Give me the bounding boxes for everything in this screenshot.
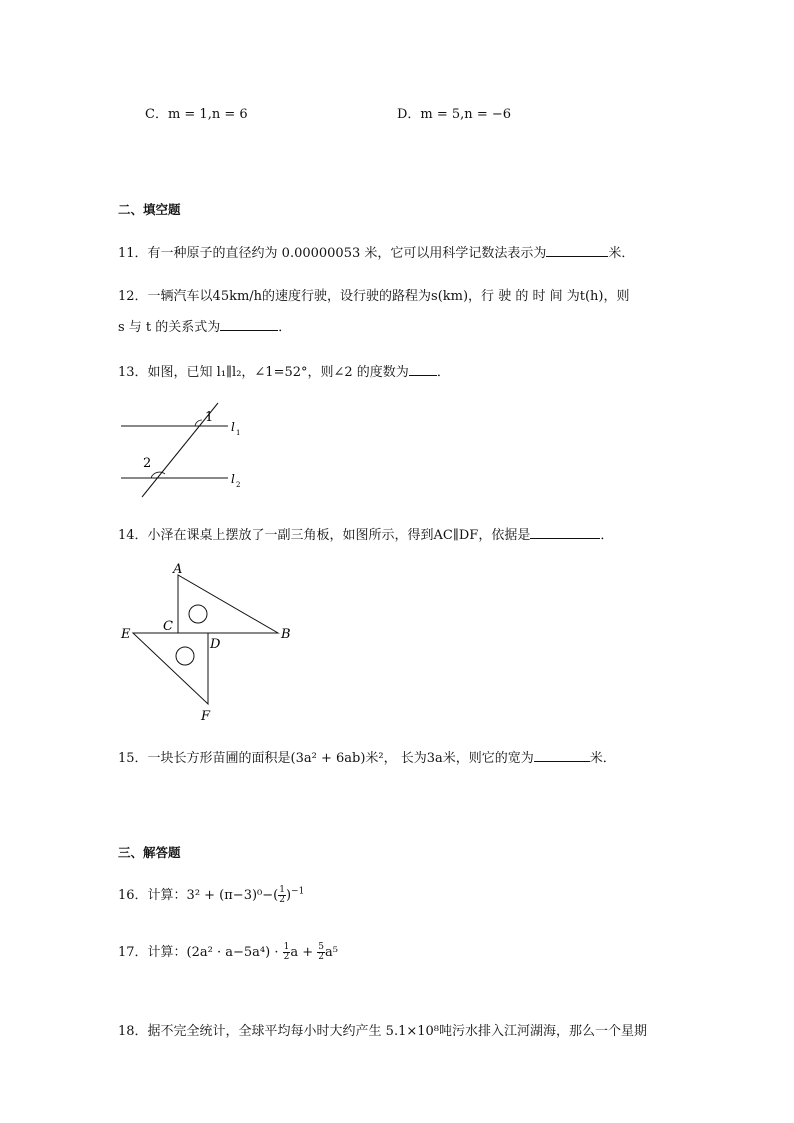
question-16 — [118, 884, 304, 905]
point-b-label: B — [281, 627, 291, 642]
fraction-half: $\frac{1}{2}$ — [279, 885, 285, 905]
question-18: 18．据不完全统计，全球平均每小时大约产生 5.1×10⁸吨污水排入江河湖海，那么一个星期 — [118, 1024, 647, 1039]
figure-parallel-lines — [115, 398, 255, 498]
question-17-end: a⁵ — [325, 945, 338, 960]
question-16-suffix: ) — [285, 888, 292, 903]
answer-blank-14[interactable] — [530, 526, 600, 539]
question-11-text: 11．有一种原子的直径约为 0.00000053 米，它可以用科学记数法表示为 — [118, 246, 547, 261]
point-e-label: E — [121, 627, 131, 642]
option-c: C．m = 1,n = 6 — [145, 107, 248, 122]
angle-label-2: 2 — [143, 456, 152, 471]
question-13 — [118, 361, 450, 380]
question-11-tail: 米． — [608, 246, 635, 261]
fraction-one-half: $\frac{1}{2}$ — [283, 942, 290, 962]
point-a-label: A — [173, 562, 183, 577]
answer-blank-12[interactable] — [220, 318, 278, 331]
question-13-tail: ． — [436, 365, 450, 380]
question-16-prefix: 16．计算：3² + (π−3)⁰−( — [118, 888, 279, 903]
question-12-tail: ． — [278, 320, 292, 335]
answer-blank-11[interactable] — [546, 244, 608, 257]
question-11 — [118, 242, 634, 261]
label-l1: l — [231, 420, 235, 434]
ruler-hole-top — [189, 605, 207, 623]
question-12-line2-text: s 与 t 的关系式为 — [118, 320, 221, 335]
option-d: D．m = 5,n = −6 — [397, 107, 512, 122]
label-l2: l — [231, 472, 235, 486]
figure-triangle-rulers — [115, 558, 305, 728]
question-15-tail: 米． — [589, 751, 616, 766]
triangle-edf — [133, 633, 208, 704]
angle-1-arc — [195, 420, 202, 426]
angle-label-1: 1 — [205, 410, 214, 425]
label-l1-sub: 1 — [236, 429, 241, 437]
section-title-fill-blank: 二、填空题 — [118, 202, 181, 217]
label-l2-sub: 2 — [236, 481, 241, 489]
question-14-tail: ． — [600, 528, 614, 543]
point-d-label: D — [210, 637, 221, 652]
question-16-exponent: −1 — [291, 886, 305, 897]
question-13-text: 13．如图，已知 l₁∥l₂，∠1=52°，则∠2 的度数为 — [118, 365, 409, 380]
question-14 — [118, 524, 613, 543]
triangle-abc — [178, 575, 278, 633]
question-17-prefix: 17．计算：(2a² · a−5a⁴) · — [118, 945, 279, 960]
ruler-hole-bottom — [176, 647, 194, 665]
question-15-text: 15．一块长方形苗圃的面积是(3a² + 6ab)米²， 长为3a米，则它的宽为 — [118, 751, 534, 766]
question-17 — [118, 941, 338, 962]
question-17-mid: a + — [290, 945, 314, 960]
question-15 — [118, 747, 616, 766]
section-title-solutions: 三、解答题 — [118, 845, 181, 860]
answer-blank-13[interactable] — [409, 363, 437, 376]
point-c-label: C — [163, 619, 173, 634]
question-14-text: 14．小泽在课桌上摆放了一副三角板，如图所示，得到AC∥DF，依据是 — [118, 528, 531, 543]
question-12-line1: 12．一辆汽车以45km/h的速度行驶，设行驶的路程为s(km)，行 驶 的 时 间 为t(h)，则 — [118, 289, 630, 304]
point-f-label: F — [201, 709, 211, 724]
fraction-five-halves: $\frac{5}{2}$ — [318, 942, 324, 962]
question-12-line2 — [118, 316, 291, 335]
answer-blank-15[interactable] — [534, 749, 590, 762]
